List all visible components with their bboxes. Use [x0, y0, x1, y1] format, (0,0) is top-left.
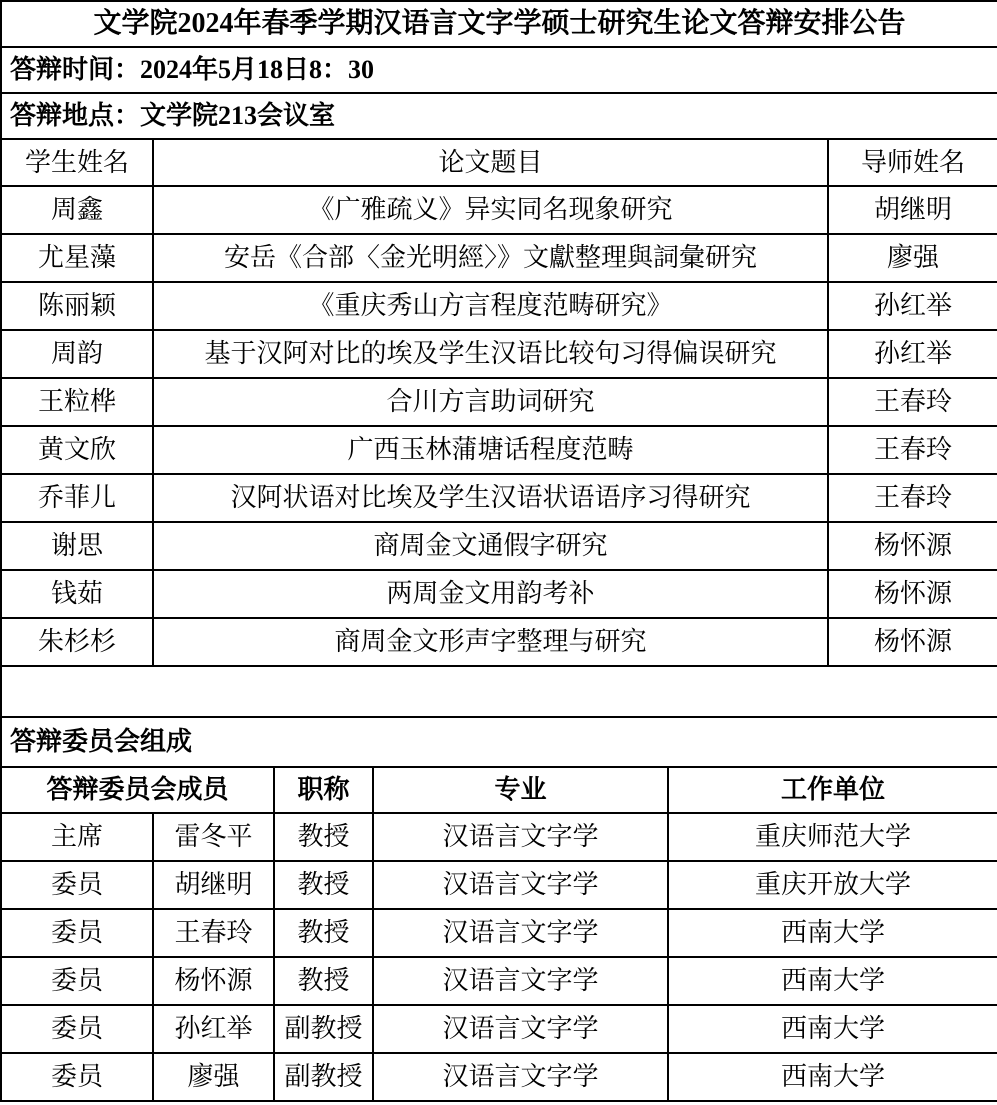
- spacer-cell: [1, 666, 997, 717]
- committee-org-cell: 西南大学: [668, 957, 997, 1005]
- student-name-cell: 周韵: [1, 330, 153, 378]
- committee-major-cell: 汉语言文字学: [373, 813, 668, 861]
- committee-major-cell: 汉语言文字学: [373, 957, 668, 1005]
- thesis-title-cell: 基于汉阿对比的埃及学生汉语比较句习得偏误研究: [153, 330, 828, 378]
- committee-org-cell: 西南大学: [668, 1053, 997, 1101]
- advisor-name-cell: 王春玲: [828, 378, 997, 426]
- table-row: [1, 186, 997, 234]
- table-row: [1, 426, 997, 474]
- committee-header-row: [1, 767, 997, 813]
- committee-member-cell: 胡继明: [153, 861, 274, 909]
- thesis-title-cell: 合川方言助词研究: [153, 378, 828, 426]
- student-name-cell: 乔菲儿: [1, 474, 153, 522]
- defense-time-cell: [1, 47, 997, 93]
- table-row: [1, 570, 997, 618]
- committee-org-cell: 重庆开放大学: [668, 861, 997, 909]
- student-name-cell: 朱杉杉: [1, 618, 153, 666]
- thesis-title-cell: 汉阿状语对比埃及学生汉语状语语序习得研究: [153, 474, 828, 522]
- thesis-title-cell: 两周金文用韵考补: [153, 570, 828, 618]
- advisor-name-cell: 孙红举: [828, 330, 997, 378]
- advisor-name-cell: 王春玲: [828, 474, 997, 522]
- advisor-name-cell: 王春玲: [828, 426, 997, 474]
- table-row: [1, 909, 997, 957]
- thesis-title-cell: 广西玉林蒲塘话程度范畴: [153, 426, 828, 474]
- advisor-name-cell: 杨怀源: [828, 618, 997, 666]
- committee-member-cell: 王春玲: [153, 909, 274, 957]
- header-work-unit: 工作单位: [668, 767, 997, 813]
- table-row: [1, 474, 997, 522]
- students-header-row: [1, 139, 997, 186]
- table-row: [1, 1053, 997, 1101]
- committee-rank-cell: 副教授: [274, 1005, 373, 1053]
- student-name-cell: 陈丽颖: [1, 282, 153, 330]
- defense-time-row: [1, 47, 997, 93]
- committee-rank-cell: 教授: [274, 813, 373, 861]
- advisor-name-cell: 杨怀源: [828, 570, 997, 618]
- committee-major-cell: 汉语言文字学: [373, 1005, 668, 1053]
- thesis-title-cell: 《广雅疏义》异实同名现象研究: [153, 186, 828, 234]
- committee-rank-cell: 教授: [274, 909, 373, 957]
- committee-member-cell: 雷冬平: [153, 813, 274, 861]
- committee-member-cell: 杨怀源: [153, 957, 274, 1005]
- table-row: [1, 330, 997, 378]
- committee-member-cell: 孙红举: [153, 1005, 274, 1053]
- header-major: 专业: [373, 767, 668, 813]
- student-name-cell: 周鑫: [1, 186, 153, 234]
- table-row: [1, 522, 997, 570]
- student-name-cell: 谢思: [1, 522, 153, 570]
- table-row: [1, 234, 997, 282]
- defense-location-row: [1, 93, 997, 139]
- advisor-name-cell: 胡继明: [828, 186, 997, 234]
- committee-member-cell: 廖强: [153, 1053, 274, 1101]
- defense-time-value: 2024年5月18日8：30: [140, 55, 375, 84]
- defense-location-value: 文学院213会议室: [140, 101, 336, 130]
- table-row: [1, 618, 997, 666]
- header-thesis-title: 论文题目: [153, 139, 828, 186]
- table-row: [1, 813, 997, 861]
- committee-org-cell: 西南大学: [668, 909, 997, 957]
- table-row: [1, 957, 997, 1005]
- advisor-name-cell: 廖强: [828, 234, 997, 282]
- committee-rank-cell: 副教授: [274, 1053, 373, 1101]
- table-row: [1, 1005, 997, 1053]
- defense-time-label: 答辩时间：: [10, 55, 141, 84]
- thesis-title-cell: 商周金文形声字整理与研究: [153, 618, 828, 666]
- advisor-name-cell: 杨怀源: [828, 522, 997, 570]
- committee-org-cell: 重庆师范大学: [668, 813, 997, 861]
- header-advisor-name: 导师姓名: [828, 139, 997, 186]
- student-name-cell: 黄文欣: [1, 426, 153, 474]
- committee-major-cell: 汉语言文字学: [373, 861, 668, 909]
- thesis-title-cell: 《重庆秀山方言程度范畴研究》: [153, 282, 828, 330]
- committee-role-cell: 主席: [1, 813, 153, 861]
- committee-major-cell: 汉语言文字学: [373, 1053, 668, 1101]
- header-committee-member: 答辩委员会成员: [1, 767, 274, 813]
- student-name-cell: 尤星藻: [1, 234, 153, 282]
- committee-section-row: [1, 717, 997, 767]
- spacer-row: [1, 666, 997, 717]
- committee-rank-cell: 教授: [274, 957, 373, 1005]
- committee-role-cell: 委员: [1, 861, 153, 909]
- defense-location-label: 答辩地点：: [10, 101, 141, 130]
- committee-org-cell: 西南大学: [668, 1005, 997, 1053]
- title-row: [1, 1, 997, 47]
- thesis-title-cell: 安岳《合部〈金光明經〉》文獻整理與詞彙研究: [153, 234, 828, 282]
- student-name-cell: 王粒桦: [1, 378, 153, 426]
- header-student-name: 学生姓名: [1, 139, 153, 186]
- advisor-name-cell: 孙红举: [828, 282, 997, 330]
- defense-location-cell: [1, 93, 997, 139]
- thesis-title-cell: 商周金文通假字研究: [153, 522, 828, 570]
- table-row: [1, 378, 997, 426]
- table-row: [1, 282, 997, 330]
- student-name-cell: 钱茹: [1, 570, 153, 618]
- committee-section-title: 答辩委员会组成: [1, 717, 997, 767]
- committee-role-cell: 委员: [1, 909, 153, 957]
- committee-rank-cell: 教授: [274, 861, 373, 909]
- committee-role-cell: 委员: [1, 1053, 153, 1101]
- committee-role-cell: 委员: [1, 957, 153, 1005]
- table-row: [1, 861, 997, 909]
- page-title: 文学院2024年春季学期汉语言文字学硕士研究生论文答辩安排公告: [1, 1, 997, 47]
- header-title-rank: 职称: [274, 767, 373, 813]
- committee-major-cell: 汉语言文字学: [373, 909, 668, 957]
- committee-role-cell: 委员: [1, 1005, 153, 1053]
